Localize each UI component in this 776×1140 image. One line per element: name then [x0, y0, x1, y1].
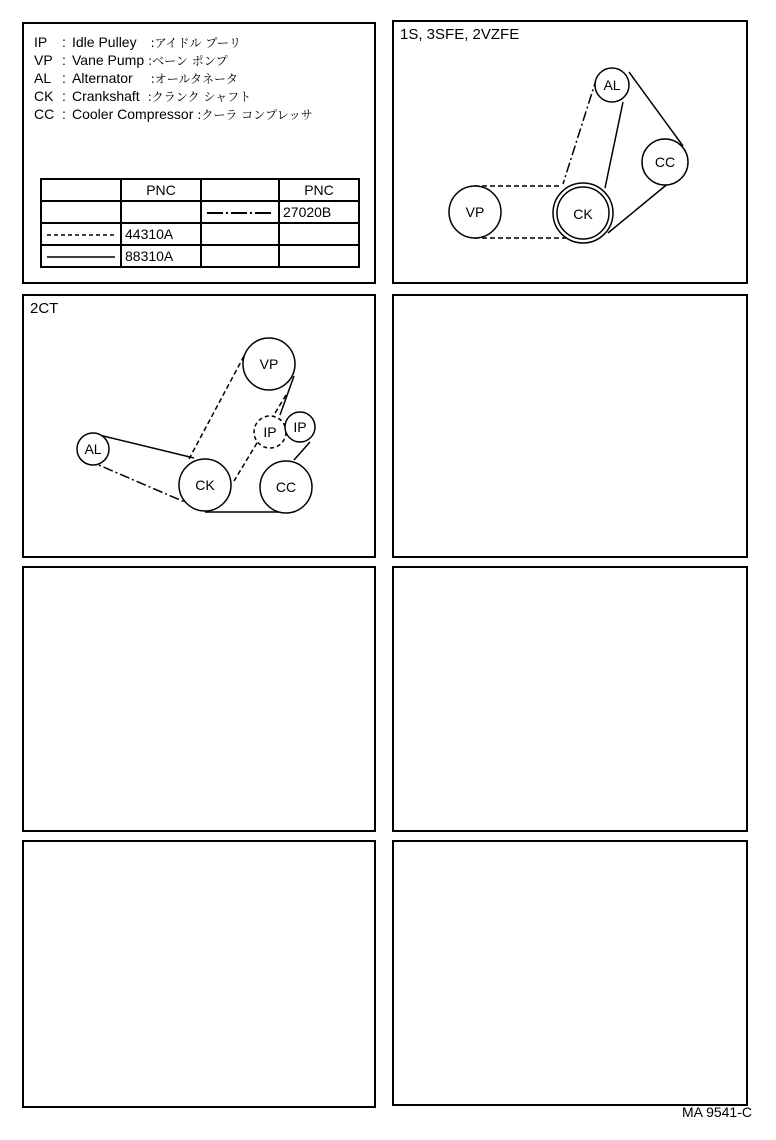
table-row — [41, 179, 359, 201]
belt-solid — [294, 442, 310, 460]
legend-abbr: CC — [34, 106, 55, 122]
empty-panel — [392, 840, 748, 1106]
legend-english: Idle Pulley — [72, 34, 137, 50]
pnc-header: PNC — [279, 179, 359, 201]
belt-diagram — [394, 22, 750, 286]
pulley-label-vp: VP — [259, 356, 279, 372]
empty-panel — [392, 294, 748, 558]
dashed-line-symbol — [41, 223, 121, 245]
pulley-label-ck: CK — [573, 206, 593, 222]
engine-2ct-panel — [22, 294, 376, 558]
belt-solid — [605, 102, 623, 188]
legend-abbr: IP — [34, 34, 48, 50]
pulley-label-cc: CC — [654, 154, 676, 170]
legend-english: Cooler Compressor — [72, 106, 194, 122]
pulley-label-al: AL — [603, 77, 621, 93]
belt-diagram — [24, 296, 378, 560]
pnc-value: 88310A — [121, 245, 201, 267]
dashdot-line-symbol — [201, 201, 279, 223]
pulley-label-ck: CK — [195, 477, 215, 493]
legend-row-vp: VP : Vane Pump :ベーン ポンプ — [34, 52, 228, 68]
pnc-table — [40, 178, 360, 268]
belt-solid — [95, 434, 194, 458]
pulley-label-ip: IP — [293, 419, 307, 435]
solid-line-symbol — [41, 245, 121, 267]
belt-dashdot — [563, 77, 597, 184]
legend-row-ip: IP : Idle Pulley :アイドル プーリ — [34, 34, 242, 50]
panel-title: 1S, 3SFE, 2VZFE — [400, 26, 520, 43]
empty-panel — [392, 566, 748, 832]
legend-abbr: AL — [34, 70, 52, 86]
table-row — [41, 245, 359, 267]
pulley-label-cc: CC — [275, 479, 297, 495]
legend-japanese: :クランク シャフト — [147, 90, 252, 104]
legend-row-al: AL : Alternator :オールタネータ — [34, 70, 239, 86]
legend-english: Vane Pump — [72, 52, 145, 68]
pulley-label-al: AL — [84, 441, 102, 457]
pnc-value: 44310A — [121, 223, 201, 245]
figure-code: MA 9541-C — [681, 1104, 752, 1120]
belt-dashed — [189, 356, 244, 459]
pulley-label-vp: VP — [465, 204, 485, 220]
legend-panel — [22, 22, 376, 284]
legend-japanese: :アイドル プーリ — [150, 36, 242, 50]
panel-title: 2CT — [30, 300, 59, 317]
legend-english: Crankshaft — [72, 88, 140, 104]
pnc-header: PNC — [121, 179, 201, 201]
legend-row-cc: CC : Cooler Compressor :クーラ コンプレッサ — [34, 106, 313, 122]
table-row — [41, 201, 359, 223]
engine-1s-3sfe-2vzfe-panel — [392, 20, 748, 284]
legend-abbr: VP — [34, 52, 53, 68]
table-row — [41, 223, 359, 245]
legend-japanese: :オールタネータ — [150, 72, 239, 86]
legend-japanese: :クーラ コンプレッサ — [197, 108, 313, 122]
belt-solid — [629, 72, 683, 146]
legend-english: Alternator — [72, 70, 133, 86]
legend-japanese: :ベーン ポンプ — [148, 54, 228, 68]
pulley-label-ip: IP — [263, 424, 277, 440]
legend-abbr: CK — [34, 88, 54, 104]
pnc-value: 27020B — [279, 201, 359, 223]
empty-panel — [22, 566, 376, 832]
legend-row-ck: CK : Crankshaft :クランク シャフト — [34, 88, 252, 104]
empty-panel — [22, 840, 376, 1108]
